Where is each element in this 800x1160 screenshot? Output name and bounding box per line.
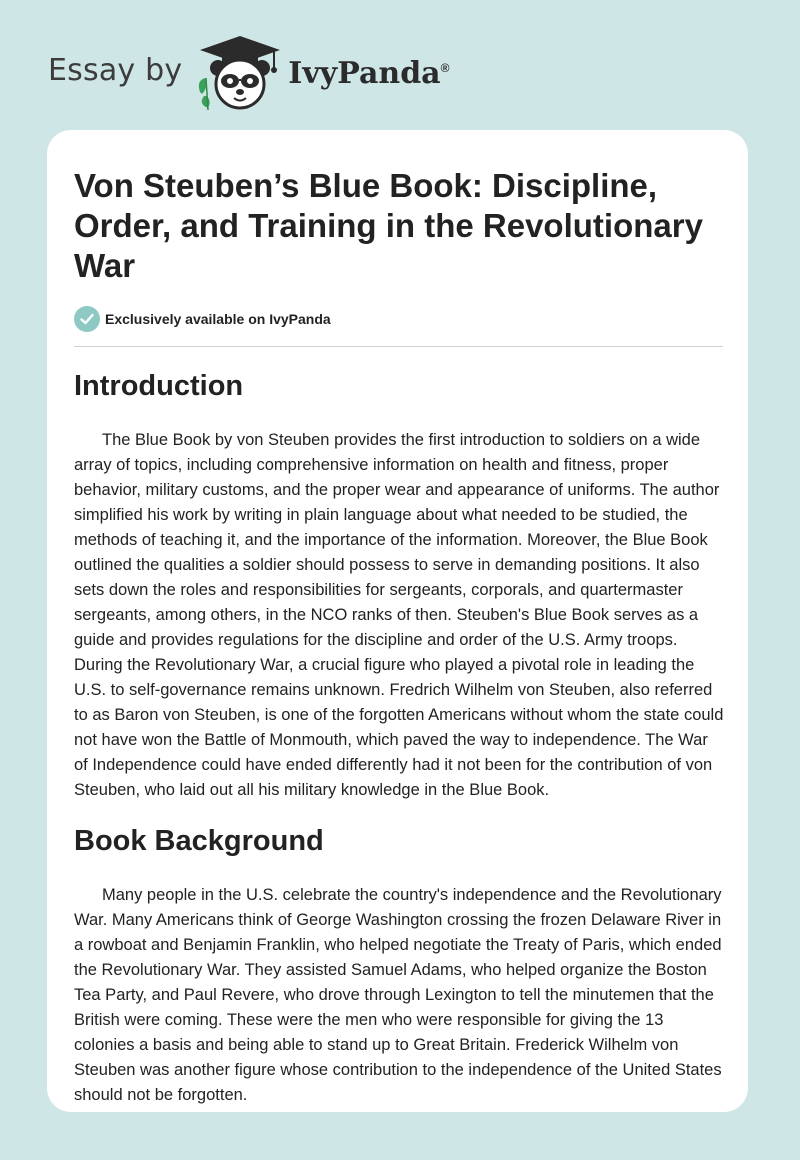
essay-body (74, 368, 724, 1112)
badge-text: Exclusively available on IvyPanda (105, 311, 331, 327)
brand-name[interactable]: IvyPanda® (288, 55, 450, 91)
essay-title: Von Steuben’s Blue Book: Discipline, Order, and Training in the Revolutionary War (74, 167, 703, 284)
essay-card (47, 130, 748, 1112)
section-heading-book-background: Book Background (74, 825, 324, 857)
section-paragraph-book-background: Many people in the U.S. celebrate the country's independence and the Revolutionary War. Many Americans think of George Washington crossing the frozen Delaware River in a rowboat and Benjamin Franklin, who helped negotiate the Treaty of Paris, which ended the Revolutionary War. They assisted Samuel Adams, who helped organize the Boston Tea Party, and Paul Revere, who drove through Lexington to tell the minutemen that the British were coming. These were the men who were responsible for giving the 13 colonies a basis and being able to stand up to Great Britain. Frederick Wilhelm von Steuben was another figure whose contribution to the independence of the United States should not be forgotten. (74, 886, 722, 1104)
check-circle-icon (74, 306, 100, 332)
registered-mark: ® (440, 60, 450, 75)
site-header (48, 34, 449, 114)
brand-prefix: Essay by (48, 52, 183, 88)
section-paragraph-introduction: The Blue Book by von Steuben provides the first introduction to soldiers on a wide array of topics, including comprehensive information on health and fitness, proper behavior, military customs, and the proper wear and appearance of uniforms. The author simplified his work by writing in plain language about what needed to be studied, the methods of teaching it, and the importance of the information. Moreover, the Blue Book outlined the qualities a soldier should possess to serve in demanding positions. It also sets down the roles and responsibilities for sergeants, corporals, and quartermaster sergeants, among others, in the NCO ranks of then. Steuben's Blue Book serves as a guide and provides regulations for the discipline and order of the U.S. Army troops. During the Revolutionary War, a crucial figure who played a pivotal role in leading the U.S. to self-governance remains unknown. Fredrich Wilhelm von Steuben, also referred to as Baron von Steuben, is one of the forgotten Americans without whom the state could not have won the Battle of Monmouth, which paved the way to independence. The War of Independence could have ended differently had it not been for the contribution of von Steuben, who laid out all his military knowledge in the Blue Book. (74, 431, 724, 799)
exclusive-badge (74, 306, 331, 332)
panda-logo-icon[interactable] (194, 34, 286, 114)
divider (74, 346, 723, 347)
section-heading-introduction: Introduction (74, 370, 244, 402)
